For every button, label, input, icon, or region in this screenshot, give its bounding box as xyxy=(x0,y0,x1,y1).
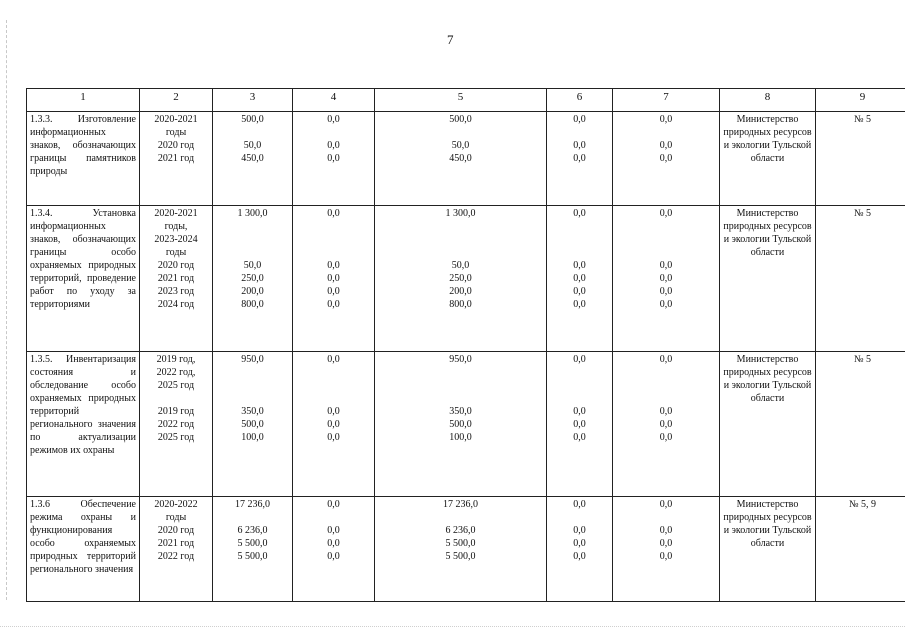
amount-cell: 0,0 0,0 0,0 xyxy=(547,112,613,206)
amount-cell: 17 236,0 6 236,0 5 500,0 5 500,0 xyxy=(375,497,547,602)
period-cell: 2020-2022 годы 2020 год 2021 год 2022 год xyxy=(140,497,213,602)
column-header: 9 xyxy=(816,89,905,112)
column-header: 5 xyxy=(375,89,547,112)
activity-name-cell: 1.3.6 Обеспечение режима охраны и функционирования особо охраняемых природных территорий регионального значения xyxy=(27,497,140,602)
amount-total-cell: 950,0 350,0 500,0 100,0 xyxy=(213,352,293,497)
amount-cell: 0,0 0,0 0,0 0,0 xyxy=(547,352,613,497)
column-header: 4 xyxy=(293,89,375,112)
column-header: 8 xyxy=(720,89,816,112)
table-row xyxy=(27,206,905,352)
column-header: 1 xyxy=(27,89,140,112)
indicator-reference-cell: № 5, 9 xyxy=(816,497,905,602)
amount-cell: 0,0 0,0 0,0 0,0 xyxy=(547,497,613,602)
amount-total-cell: 1 300,0 50,0 250,0 200,0 800,0 xyxy=(213,206,293,352)
scan-margin-mark xyxy=(6,20,8,600)
amount-cell: 0,0 0,0 0,0 xyxy=(293,112,375,206)
table-row xyxy=(27,497,905,602)
amount-cell: 500,0 50,0 450,0 xyxy=(375,112,547,206)
column-header: 7 xyxy=(613,89,720,112)
program-activities-table xyxy=(26,88,905,602)
amount-cell: 0,0 0,0 0,0 0,0 0,0 xyxy=(613,206,720,352)
indicator-reference-cell: № 5 xyxy=(816,352,905,497)
table-row xyxy=(27,112,905,206)
amount-cell: 0,0 0,0 0,0 0,0 xyxy=(293,352,375,497)
responsible-executor-cell: Министерство природных ресурсов и экологии Тульской области xyxy=(720,352,816,497)
activity-name-cell: 1.3.3. Изготовление информационных знаков, обозначающих границы памятников природы xyxy=(27,112,140,206)
amount-cell: 950,0 350,0 500,0 100,0 xyxy=(375,352,547,497)
period-cell: 2020-2021 годы, 2023-2024 годы 2020 год 2021 год 2023 год 2024 год xyxy=(140,206,213,352)
amount-total-cell: 17 236,0 6 236,0 5 500,0 5 500,0 xyxy=(213,497,293,602)
indicator-reference-cell: № 5 xyxy=(816,206,905,352)
period-cell: 2020-2021 годы 2020 год 2021 год xyxy=(140,112,213,206)
responsible-executor-cell: Министерство природных ресурсов и экологии Тульской области xyxy=(720,497,816,602)
column-header: 6 xyxy=(547,89,613,112)
amount-cell: 0,0 0,0 0,0 0,0 xyxy=(293,497,375,602)
period-cell: 2019 год, 2022 год, 2025 год 2019 год 2022 год 2025 год xyxy=(140,352,213,497)
table-row xyxy=(27,352,905,497)
amount-cell: 0,0 0,0 0,0 0,0 xyxy=(613,497,720,602)
amount-cell: 0,0 0,0 0,0 0,0 0,0 xyxy=(293,206,375,352)
amount-cell: 0,0 0,0 0,0 xyxy=(613,112,720,206)
table-header-row xyxy=(27,89,905,112)
responsible-executor-cell: Министерство природных ресурсов и экологии Тульской области xyxy=(720,206,816,352)
amount-cell: 0,0 0,0 0,0 0,0 xyxy=(613,352,720,497)
column-header: 2 xyxy=(140,89,213,112)
amount-cell: 1 300,0 50,0 250,0 200,0 800,0 xyxy=(375,206,547,352)
amount-total-cell: 500,0 50,0 450,0 xyxy=(213,112,293,206)
indicator-reference-cell: № 5 xyxy=(816,112,905,206)
amount-cell: 0,0 0,0 0,0 0,0 0,0 xyxy=(547,206,613,352)
page-number: 7 xyxy=(447,32,454,47)
column-header: 3 xyxy=(213,89,293,112)
activity-name-cell: 1.3.5. Инвентаризация состояния и обследование особо охраняемых природных территорий регионального значения по актуализации режимов их охраны xyxy=(27,352,140,497)
responsible-executor-cell: Министерство природных ресурсов и экологии Тульской области xyxy=(720,112,816,206)
activity-name-cell: 1.3.4. Установка информационных знаков, обозначающих границы особо охраняемых природных территорий, проведение работ по уходу за территориями xyxy=(27,206,140,352)
scan-bottom-edge xyxy=(0,626,905,628)
